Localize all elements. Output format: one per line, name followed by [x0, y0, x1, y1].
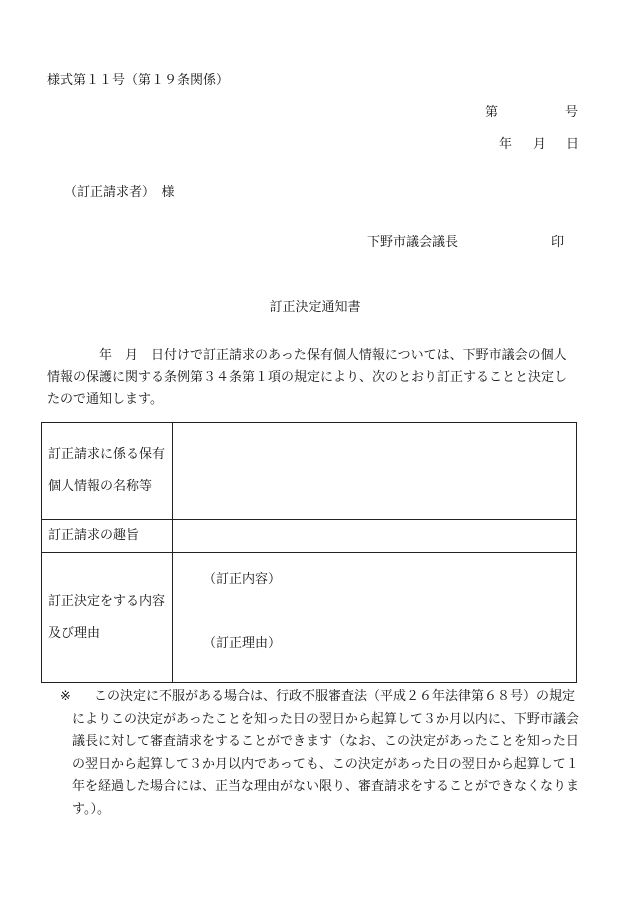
- row-label-request-purpose: 訂正請求の趣旨: [42, 520, 173, 553]
- body-paragraph: 年 月 日付けで訂正請求のあった保有個人情報については、下野市議会の個人情報の保護に関する条例第３４条第１項の規定により、次のとおり訂正することと決定したので通知します。: [47, 348, 568, 407]
- row-value-request-purpose: [173, 520, 577, 553]
- appeal-note: [60, 686, 580, 821]
- form-number: 様式第１１号（第１９条関係）: [47, 73, 230, 88]
- row-value-info-name: [173, 423, 577, 520]
- seal-mark: 印: [551, 235, 565, 250]
- row-label-decision: 訂正決定をする内容及び理由: [42, 553, 173, 683]
- correction-reason-label: （訂正理由）: [203, 635, 282, 651]
- document-number-suffix: 号: [565, 105, 579, 120]
- row-label-info-name: 訂正請求に係る保有個人情報の名称等: [42, 423, 173, 520]
- sender-name: 下野市議会議長: [367, 235, 459, 250]
- document-title: 訂正決定通知書: [269, 300, 361, 315]
- row-value-decision: [173, 553, 577, 683]
- note-mark: ※: [60, 689, 71, 704]
- document-number-prefix: 第: [485, 105, 499, 120]
- decision-table: [41, 422, 577, 683]
- table-row: [42, 553, 577, 683]
- date-year-label: 年: [499, 137, 513, 152]
- date-month-label: 月: [533, 137, 547, 152]
- table-row: [42, 423, 577, 520]
- date-day-label: 日: [566, 137, 580, 152]
- note-text: この決定に不服がある場合は、行政不服審査法（平成２６年法律第６８号）の規定によりこの決定があったことを知った日の翌日から起算して３か月以内に、下野市議会議長に対して審査請求をすることができます（なお、この決定があったことを知った日の翌日から起算して３か月以内であっても、この決定があった日の翌日から起算して１年を経過した場合には、正当な理由がない限り、審査請求をすることができなくなります。）。: [72, 689, 580, 817]
- addressee: （訂正請求者） 様: [64, 185, 175, 200]
- table-row: [42, 520, 577, 553]
- correction-content-label: （訂正内容）: [203, 571, 282, 587]
